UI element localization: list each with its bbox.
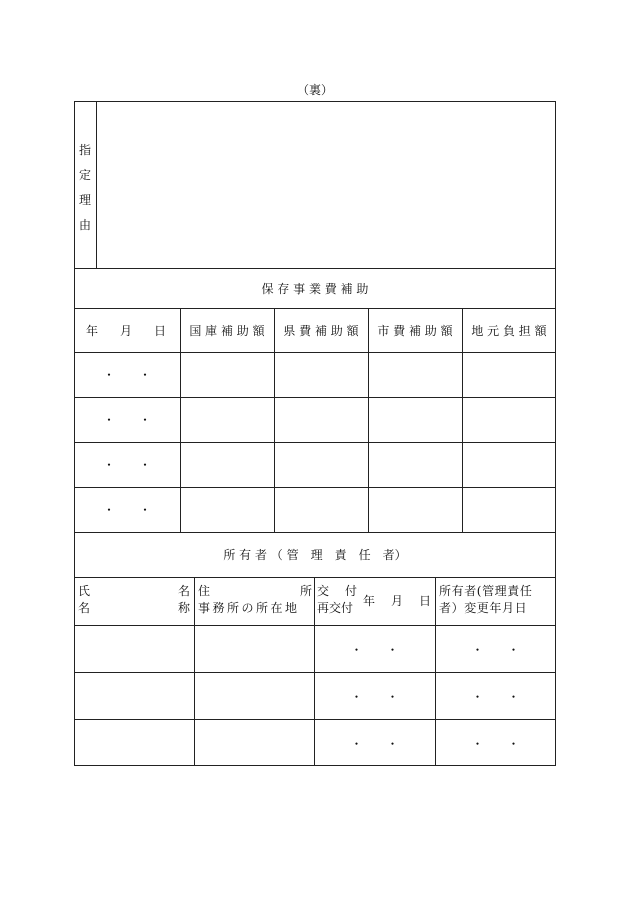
issue-type-header — [317, 583, 357, 617]
designation-label-char: 指 — [78, 143, 91, 157]
designation-content-field[interactable] — [98, 103, 554, 266]
designation-label-char: 由 — [78, 218, 91, 232]
change-date-cell[interactable]: ・ ・ — [471, 643, 520, 657]
national-subsidy-header: 国 庫 補 助 額 — [189, 324, 265, 338]
divider — [74, 487, 556, 488]
divider — [74, 308, 556, 309]
reissue-label: 再交付 — [317, 601, 354, 615]
divider — [74, 577, 556, 578]
issue-date-cell[interactable]: ・ ・ — [350, 643, 399, 657]
subsidy-row-date[interactable]: ・ ・ — [102, 458, 151, 472]
local-burden-header: 地 元 負 担 額 — [471, 324, 547, 338]
address-header-line2: 事務所の所在地 — [198, 601, 300, 615]
column-divider — [180, 308, 181, 532]
day-label: 日 — [418, 594, 431, 608]
change-date-header — [439, 583, 554, 617]
issue-date-cell[interactable]: ・ ・ — [350, 690, 399, 704]
subsidy-row-date[interactable]: ・ ・ — [102, 368, 151, 382]
designation-label-divider — [96, 101, 97, 268]
divider — [74, 625, 556, 626]
designation-label — [74, 138, 96, 238]
prefecture-subsidy-header: 県 費 補 助 額 — [283, 324, 359, 338]
divider — [74, 442, 556, 443]
page-title: （裏） — [296, 83, 333, 97]
address-header-char: 住 — [198, 584, 211, 598]
divider — [74, 532, 556, 533]
divider — [74, 397, 556, 398]
day-label: 日 — [153, 324, 166, 338]
issue-date-cell[interactable]: ・ ・ — [350, 737, 399, 751]
name-header-char: 名 — [78, 601, 91, 615]
address-header — [198, 583, 312, 617]
owner-section-title: 所 有 者 （ 管 理 責 任 者） — [223, 548, 407, 562]
address-header-char: 所 — [299, 584, 312, 598]
subsidy-row-date[interactable]: ・ ・ — [102, 503, 151, 517]
change-header-line1: 所有者(管理責任 — [439, 584, 533, 598]
name-header — [78, 583, 190, 617]
change-date-cell[interactable]: ・ ・ — [471, 690, 520, 704]
name-header-char: 称 — [177, 601, 190, 615]
year-label: 年 — [363, 594, 376, 608]
divider — [74, 268, 556, 269]
column-divider — [462, 308, 463, 532]
column-divider — [368, 308, 369, 532]
designation-label-char: 定 — [78, 168, 91, 182]
divider — [74, 719, 556, 720]
subsidy-date-header — [86, 322, 166, 339]
subsidy-section-title: 保 存 事 業 費 補 助 — [261, 282, 369, 296]
name-header-char: 氏 — [78, 584, 91, 598]
column-divider — [274, 308, 275, 532]
divider — [74, 672, 556, 673]
change-date-cell[interactable]: ・ ・ — [471, 737, 520, 751]
city-subsidy-header: 市 費 補 助 額 — [377, 324, 453, 338]
name-header-char: 名 — [177, 584, 190, 598]
designation-label-char: 理 — [78, 193, 91, 207]
month-label: 月 — [119, 324, 132, 338]
divider — [74, 352, 556, 353]
subsidy-row-date[interactable]: ・ ・ — [102, 413, 151, 427]
column-divider — [194, 577, 195, 766]
issue-header-char: 付 — [344, 584, 357, 598]
issue-header-char: 交 — [317, 584, 330, 598]
year-label: 年 — [86, 324, 99, 338]
change-header-line2: 者）変更年月日 — [439, 601, 528, 615]
issue-date-header — [363, 592, 431, 609]
month-label: 月 — [390, 594, 403, 608]
